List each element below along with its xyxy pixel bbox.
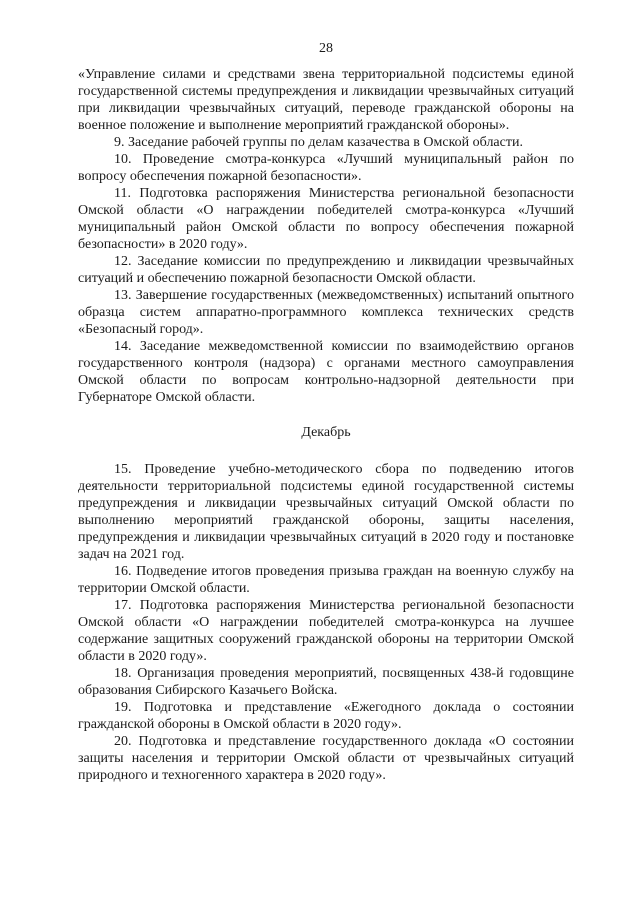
list-item-12: 12. Заседание комиссии по предупреждению и ликвидации чрезвычайных ситуаций и обеспечению пожарной безопасности Омской области.: [78, 254, 574, 286]
list-item-19: 19. Подготовка и представление «Ежегодного доклада о состоянии гражданской обороны в Омской области в 2020 году».: [78, 700, 574, 732]
section-heading-december: Декабрь: [301, 425, 351, 440]
list-item-9: 9. Заседание рабочей группы по делам казачества в Омской области.: [114, 135, 523, 150]
list-item-10: 10. Проведение смотра-конкурса «Лучший муниципальный район по вопросу обеспечения пожарной безопасности».: [78, 152, 574, 184]
paragraph-continuation: «Управление силами и средствами звена территориальной подсистемы единой государственной системы предупреждения и ликвидации чрезвычайных ситуаций при ликвидации чрезвычайных ситуаций, переводе гражданской обороны на военное положение и выполнение мероприятий гражданской обороны».: [78, 67, 574, 133]
list-item-14: 14. Заседание межведомственной комиссии по взаимодействию органов государственного контроля (надзора) с органами местного самоуправления Омской области по вопросам контрольно-надзорной деятельности при Губернаторе Омской области.: [78, 339, 574, 405]
list-item-17: 17. Подготовка распоряжения Министерства региональной безопасности Омской области «О награждении победителей смотра-конкурса на лучшее содержание защитных сооружений гражданской обороны на территории Омской области в 2020 году».: [78, 598, 574, 664]
list-item-20: 20. Подготовка и представление государственного доклада «О состоянии защиты населения и территории Омской области от чрезвычайных ситуаций природного и техногенного характера в 2020 году».: [78, 734, 574, 783]
document-page: [78, 40, 574, 784]
list-item-11: 11. Подготовка распоряжения Министерства региональной безопасности Омской области «О награждении победителей смотра-конкурса «Лучший муниципальный район Омской области по вопросу обеспечения пожарной безопасности» в 2020 году».: [78, 186, 574, 252]
list-item-15: 15. Проведение учебно-методического сбора по подведению итогов деятельности территориальной подсистемы единой государственной системы предупреждения и ликвидации чрезвычайных ситуаций Омской области по выполнению мероприятий гражданской обороны, защиты населения, предупреждения и ликвидации чрезвычайных ситуаций в 2020 году и постановке задач на 2021 год.: [78, 462, 574, 562]
list-item-18: 18. Организация проведения мероприятий, посвященных 438-й годовщине образования Сибирского Казачьего Войска.: [78, 666, 574, 698]
list-item-13: 13. Завершение государственных (межведомственных) испытаний опытного образца систем аппаратно-программного комплекса технических средств «Безопасный город».: [78, 288, 574, 337]
list-item-16: 16. Подведение итогов проведения призыва граждан на военную службу на территории Омской области.: [78, 564, 574, 596]
page-number: 28: [319, 41, 333, 56]
